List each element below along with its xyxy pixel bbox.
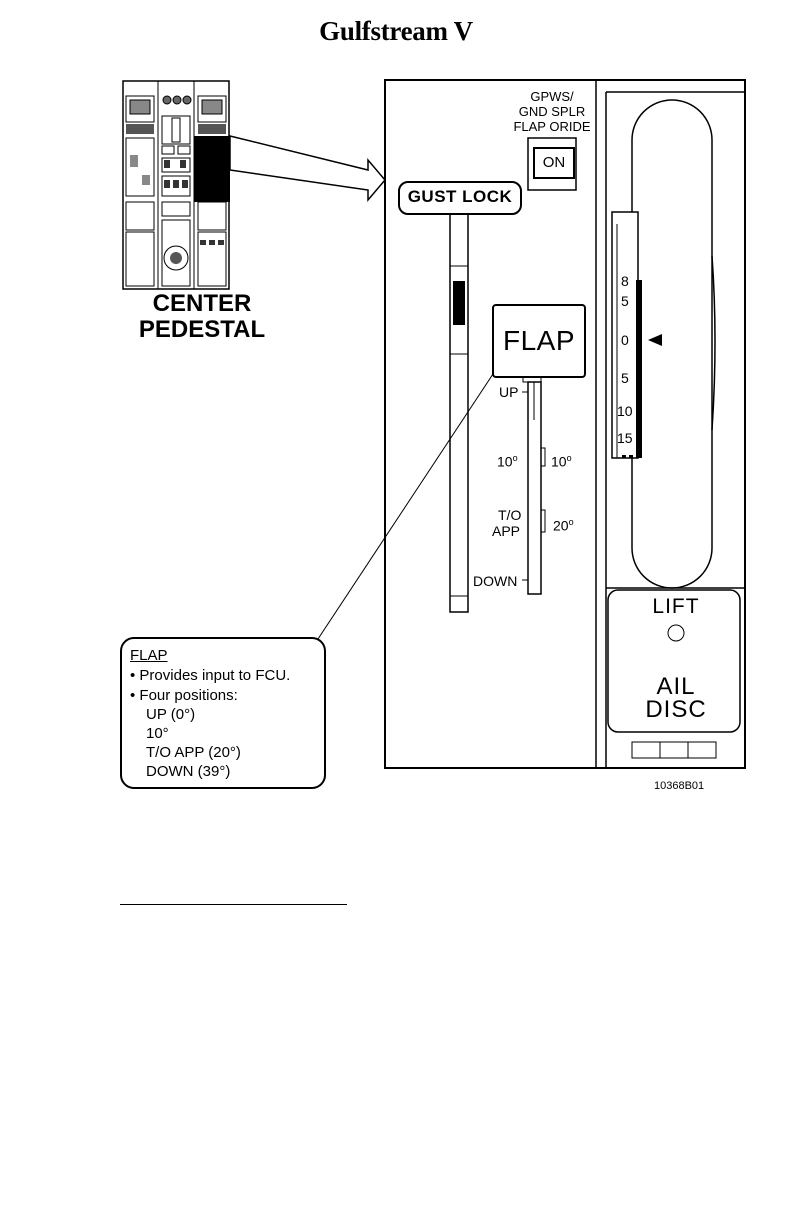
page-title: Gulfstream V <box>319 16 473 46</box>
position-20-label <box>553 515 574 534</box>
gpws-on-button[interactable]: ON <box>533 147 575 179</box>
footnote-rule <box>120 904 347 905</box>
position-20-value: 20 <box>553 517 569 534</box>
scale-tick-15: 15 <box>617 430 633 446</box>
position-app-label: APP <box>492 523 521 539</box>
callout-bullet-2: • Four positions: <box>130 687 238 704</box>
position-to-label: T/O <box>498 507 522 523</box>
callout-position-down: DOWN (39°) <box>146 763 231 780</box>
lift-label: LIFT <box>652 595 700 618</box>
degree-symbol: o <box>568 517 574 527</box>
flap-handle[interactable]: FLAP <box>492 304 586 378</box>
scale-tick-8: 8 <box>621 273 629 289</box>
scale-tick-0: 0 <box>621 332 629 348</box>
scale-tick-5-lower: 5 <box>621 370 629 386</box>
callout-bullet-1: • Provides input to FCU. <box>130 667 290 684</box>
pedestal-label-line1: CENTER <box>152 290 252 317</box>
gpws-override-label: GPWS/ GND SPLR FLAP ORIDE <box>513 89 591 134</box>
position-10-left-value: 10 <box>497 453 513 470</box>
callout-position-10: 10° <box>146 725 169 742</box>
position-up-label: UP <box>499 384 519 400</box>
position-10-right-value: 10 <box>551 453 567 470</box>
gust-lock-indicator <box>453 281 465 325</box>
pointer-arrow <box>230 136 385 200</box>
flap-callout <box>120 637 326 789</box>
pedestal-label-line2: PEDESTAL <box>138 316 266 343</box>
position-down-label: DOWN <box>473 573 518 589</box>
lift-handle <box>632 100 712 588</box>
gust-lock-track <box>450 208 468 612</box>
scale-tick-10: 10 <box>617 403 633 419</box>
degree-symbol: o <box>512 453 518 463</box>
figure-number: 10368B01 <box>654 780 705 792</box>
callout-position-up: UP (0°) <box>146 706 196 723</box>
ail-disc-label <box>614 675 738 721</box>
degree-symbol: o <box>566 453 572 463</box>
ail-label-line2: DISC <box>645 696 707 723</box>
callout-title: FLAP <box>130 647 168 664</box>
position-10-right-label <box>551 451 572 470</box>
callout-position-to-app: T/O APP (20°) <box>146 744 241 761</box>
ail-label-line1: AIL <box>656 673 696 700</box>
gust-lock-label: GUST LOCK <box>398 181 522 215</box>
scale-tick-5-upper: 5 <box>621 293 629 309</box>
position-10-left-label <box>497 451 518 470</box>
lift-indicator-light <box>668 625 684 641</box>
